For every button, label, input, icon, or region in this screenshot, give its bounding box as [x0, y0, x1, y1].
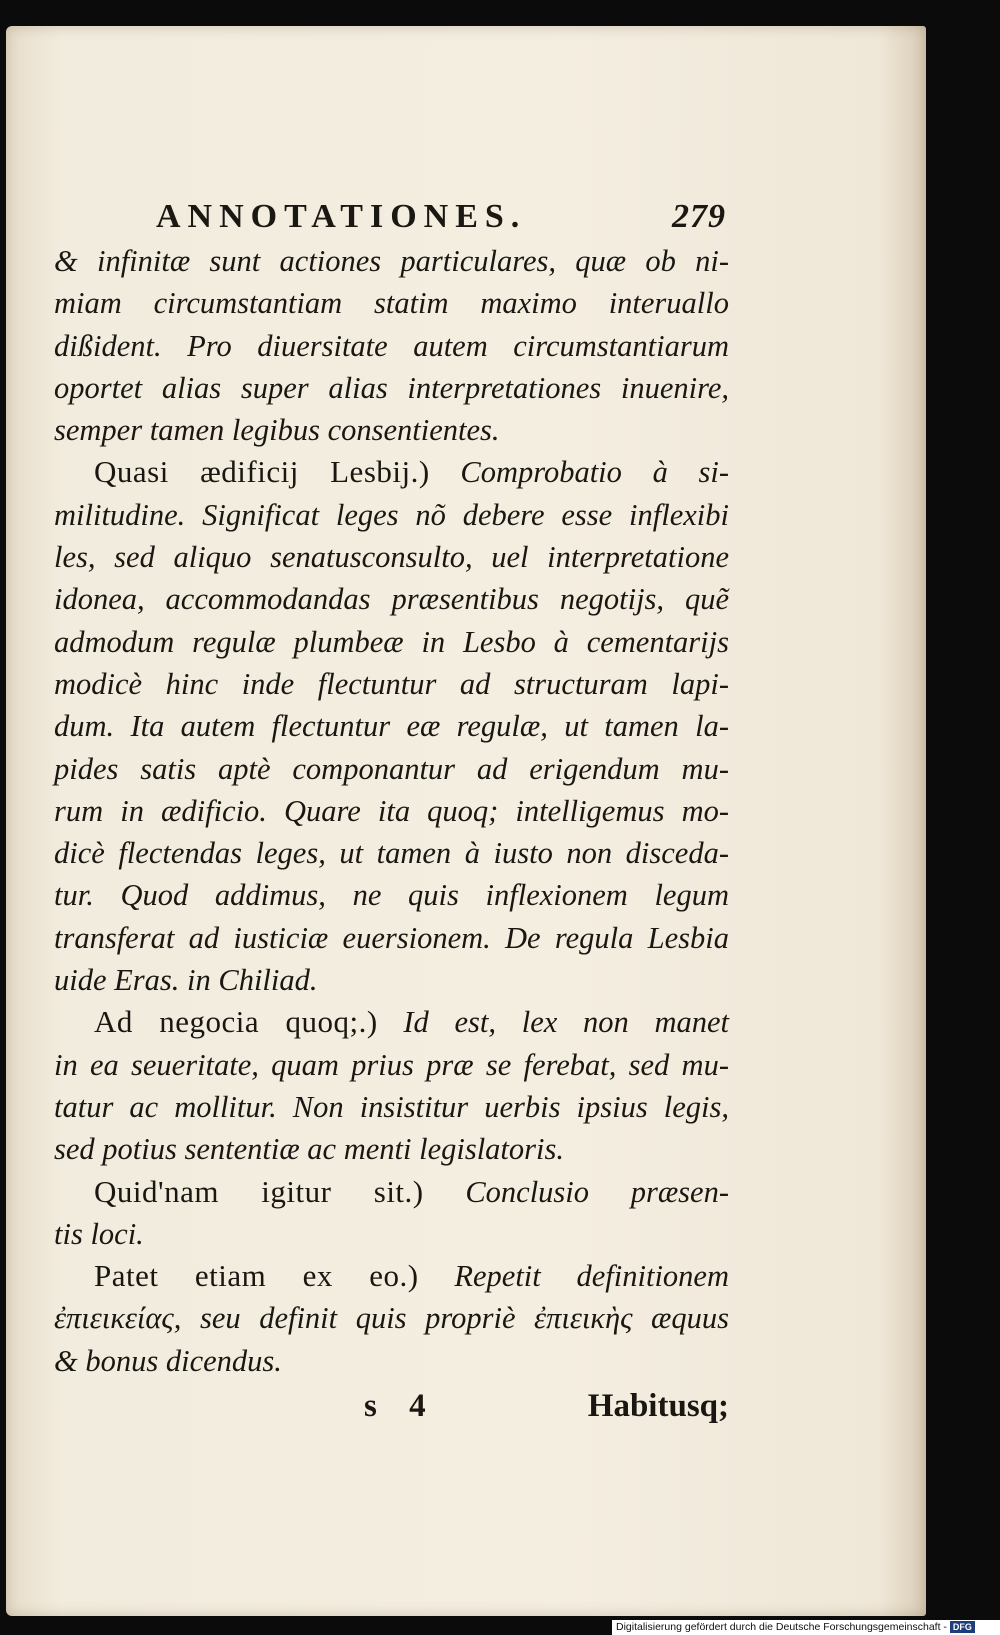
text-line: tur. Quod addimus, ne quis inflexionem legum [54, 878, 729, 913]
lemma: Patet etiam ex eo.) [94, 1258, 419, 1294]
digitization-credit [612, 1620, 1000, 1635]
lemma: Quasi ædificij Lesbij.) [94, 454, 430, 490]
page-header [156, 198, 726, 242]
text-line: semper tamen legibus consentientes. [54, 413, 500, 448]
credit-text: Digitalisierung gefördert durch die Deutsche Forschungsgemeinschaft - [616, 1621, 947, 1633]
text-line: ἐπιεικείας, seu definit quis propriè ἐπιεικὴς æquus [54, 1301, 729, 1336]
text-line: militudine. Significat leges nõ debere esse inflexibi [54, 497, 729, 532]
text-line: dißident. Pro diuersitate autem circumstantiarum [54, 328, 729, 363]
book-page [6, 26, 926, 1616]
text-line: les, sed aliquo senatusconsulto, uel interpretatione [54, 540, 729, 575]
text-line: tatur ac mollitur. Non insistitur uerbis ipsius legis, [54, 1089, 729, 1124]
text-line: tis loci. [54, 1216, 144, 1251]
page-number: 279 [672, 198, 726, 235]
lemma: Ad negocia quoq;.) [94, 1004, 378, 1040]
text-line: rum in ædificio. Quare ita quoq; intelligemus mo- [54, 793, 729, 828]
body-text [54, 240, 729, 1382]
catchword: Habitusq; [587, 1388, 729, 1424]
text-line: sed potius sententiæ ac menti legislatoris. [54, 1132, 564, 1167]
lemma-line: Patet etiam ex eo.) Repetit definitionem [94, 1258, 729, 1294]
text-line: oportet alias super alias interpretationes inuenire, [54, 370, 729, 405]
signature-mark: s 4 [364, 1388, 438, 1424]
text-line: admodum regulæ plumbeæ in Lesbo à cementarijs [54, 624, 729, 659]
text-line: modicè hinc inde flectuntur ad structuram lapi- [54, 666, 729, 701]
text-line: pides satis aptè componantur ad erigendum mu- [54, 751, 729, 786]
text-line: transferat ad iusticiæ euersionem. De regula Lesbia [54, 920, 729, 955]
lemma-line: Quid'nam igitur sit.) Conclusio præsen- [94, 1173, 729, 1209]
dfg-logo: DFG [950, 1621, 975, 1633]
lemma-line: Quasi ædificij Lesbij.) Comprobatio à si- [94, 454, 729, 490]
text-line: idonea, accommodandas præsentibus negotijs, quẽ [54, 582, 729, 617]
text-line: & infinitæ sunt actiones particulares, quæ ob ni- [54, 244, 729, 278]
running-head: ANNOTATIONES. [156, 198, 527, 235]
text-line: & bonus dicendus. [54, 1343, 282, 1378]
lemma-line: Ad negocia quoq;.) Id est, lex non manet [94, 1004, 729, 1040]
text-line: dicè flectendas leges, ut tamen à iusto non disceda- [54, 836, 729, 871]
text-line: uide Eras. in Chiliad. [54, 963, 318, 998]
text-line: in ea seueritate, quam prius præ se ferebat, sed mu- [54, 1047, 729, 1082]
text-line: miam circumstantiam statim maximo interuallo [54, 286, 729, 321]
page-foot [54, 1388, 729, 1434]
lemma: Quid'nam igitur sit.) [94, 1173, 424, 1209]
text-line: dum. Ita autem flectuntur eæ regulæ, ut tamen la- [54, 709, 729, 744]
